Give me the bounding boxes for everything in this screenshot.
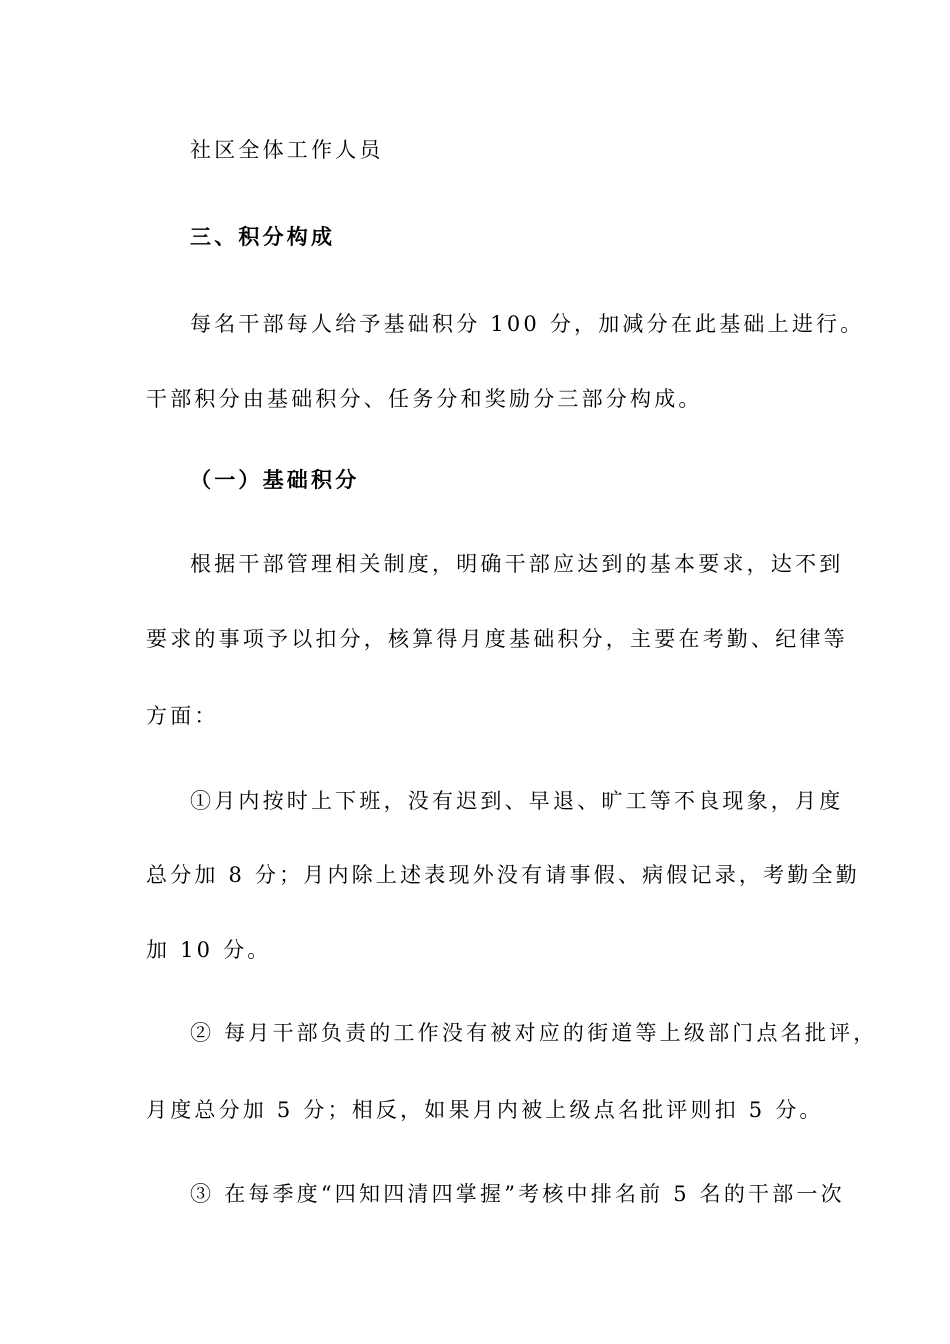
list-item-1-line: 总分加 8 分；月内除上述表现外没有请事假、病假记录，考勤全勤: [146, 863, 860, 887]
paragraph-line: 干部积分由基础积分、任务分和奖励分三部分构成。: [146, 387, 703, 411]
list-item-2-line: 月度总分加 5 分；相反，如果月内被上级点名批评则扣 5 分。: [146, 1098, 824, 1122]
list-item-1-line: ①月内按时上下班，没有迟到、早退、旷工等不良现象，月度: [190, 789, 844, 813]
scope-text: 社区全体工作人员: [190, 138, 384, 162]
subsection-heading-basic-points: （一）基础积分: [190, 467, 360, 492]
section-heading-points-composition: 三、积分构成: [190, 224, 336, 249]
list-item-1-line: 加 10 分。: [146, 938, 272, 962]
paragraph-line: 方面：: [146, 704, 219, 728]
paragraph-line: 每名干部每人给予基础积分 100 分，加减分在此基础上进行。: [190, 312, 865, 336]
paragraph-line: 要求的事项予以扣分，核算得月度基础积分，主要在考勤、纪律等: [146, 627, 848, 651]
list-item-3-line: ③ 在每季度“四知四清四掌握”考核中排名前 5 名的干部一次: [190, 1182, 845, 1206]
list-item-2-line: ② 每月干部负责的工作没有被对应的街道等上级部门点名批评，: [190, 1021, 878, 1045]
paragraph-line: 根据干部管理相关制度，明确干部应达到的基本要求，达不到: [190, 552, 844, 576]
